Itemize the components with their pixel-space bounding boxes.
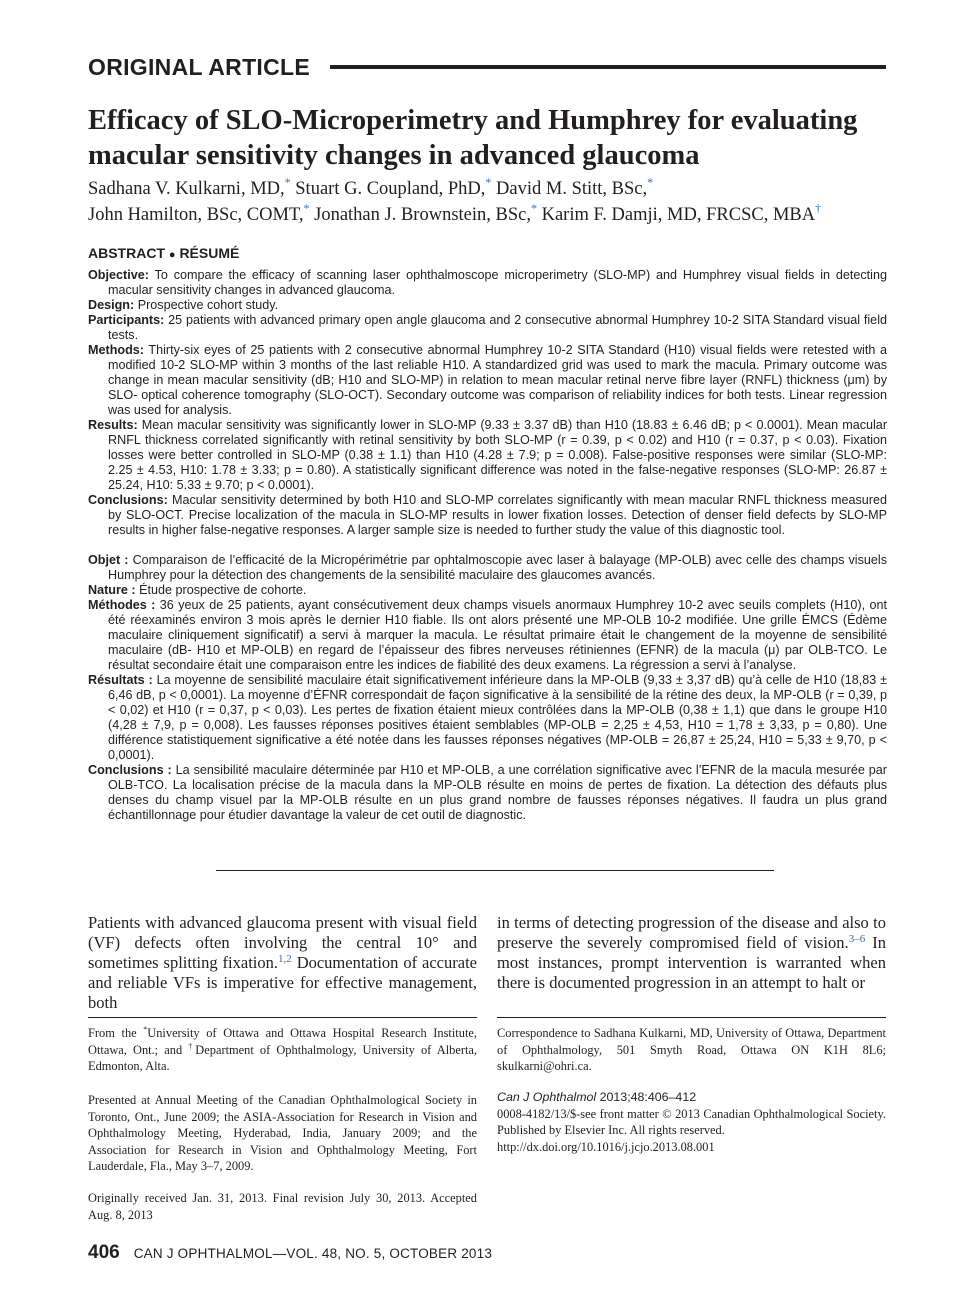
affiliation-mark[interactable]: * (284, 175, 291, 189)
body-text: Documentation of accurate and reliable VFs is imperative for effective management, both (88, 953, 477, 1012)
header-rule (330, 65, 886, 69)
section-text: 25 patients with advanced primary open angle glaucoma and 2 consecutive abnormal Humphrey 10-2 SITA Standard visual field tests. (108, 313, 887, 342)
article-type-header (88, 52, 886, 82)
section-text: Mean macular sensitivity was significantly lower in SLO-MP (9.33 ± 3.37 dB) than H10 (18.83 ± 6.46 dB; p < 0.0001). Mean macular RNFL thickness correlated significantly with retinal sensitivity by both SLO-MP (r = 0.39, p < 0.02) and H10 (r = 0.37, p < 0.03). Fixation losses were better controlled in SLO-MP (0.38 ± 1.1) than H10 (4.28 ± 7.9; p = 0.008). False-positive responses were similar (SLO-MP: 2.25 ± 4.53, H10: 1.78 ± 3.33; p = 0.80). A statistically significant difference was noted in the false-negative responses (SLO-MP: 26.87 ± 25.24, H10: 5.33 ± 9.70; p < 0.0001). (108, 418, 888, 492)
resume-section (88, 763, 887, 823)
section-label: Results: (88, 418, 138, 432)
abstract-heading-fr: RÉSUMÉ (179, 245, 240, 261)
correspondence-footnote (497, 1025, 886, 1075)
author-list (88, 176, 898, 228)
section-text: Étude prospective de cohorte. (139, 583, 307, 597)
correspondence-text: Correspondence to Sadhana Kulkarni, MD, University of Ottawa, Department of Ophthalmology, 501 Smyth Road, Ottawa ON K1H 8L6; skulkarni@ohri.ca. (497, 1026, 886, 1073)
affiliation-mark: * (143, 1025, 148, 1034)
section-text: 36 yeux de 25 patients, ayant consécutivement deux champs visuels anormaux Humphrey 10-2 avec seuils complets (H10), ont été réexaminés environ 3 mois après le dernier H10 fiable. Ils ont alors présenté une MP-OLB 10-2 modifiée. Une grille ÉMCS (Édème maculaire cliniquement significatif) a servi à marquer la macula. Le résultat primaire était le changement de la moyenne de sensibilité maculaire (dB- H10 et MP-OLB) en regard de l’épaisseur des fibres nerveuses rétiniennes (EFNR) de la macula (μ) par OLB-TCO. Le résultat secondaire était une comparaison entre les indices de fiabilité des deux examens. La régression a servi à l’analyse. (108, 598, 888, 672)
section-text: Thirty-six eyes of 25 patients with 2 consecutive abnormal Humphrey 10-2 SITA Standard (H10) visual fields were retested with a modified 10-2 SLO-MP within 3 months of the last reliable H10. A standardized grid was used to mark the macula. Primary outcome was change in mean macular sensitivity (dB; H10 and SLO-MP) in relation to mean macular retinal nerve fibre layer (RNFL) thickness (μm) by SLO- optical coherence tomography (SLO-OCT). Secondary outcome was comparison of reliability indices for both tests. Linear regression was used for analysis. (108, 343, 887, 417)
presented-footnote (88, 1092, 477, 1175)
section-label: Objet : (88, 553, 129, 567)
author-name: Stuart G. Coupland, PhD, (295, 179, 486, 199)
author-name: John Hamilton, BSc, COMT, (88, 205, 304, 225)
footnote-rule-left (88, 1017, 477, 1018)
section-label: Méthodes : (88, 598, 156, 612)
affiliation-mark[interactable]: * (647, 175, 654, 189)
article-type-label: ORIGINAL ARTICLE (88, 53, 311, 80)
author-name: Jonathan J. Brownstein, BSc, (314, 205, 531, 225)
citation-footnote (497, 1089, 886, 1155)
section-label: Conclusions: (88, 493, 168, 507)
section-text: Macular sensitivity determined by both H10 and SLO-MP correlates significantly with mean macular RNFL thickness measured by SLO-OCT. Precise localization of the macula in SLO-MP results in lower fixation losses. Detection of denser field defects by SLO-MP results in higher false-negative responses. A larger sample size is needed to further study the value of this diagnostic tool. (108, 493, 887, 537)
author-line-2 (88, 202, 898, 228)
body-text: in terms of detecting progression of the disease and also to preserve the severely compromised field of vision. (497, 913, 886, 952)
doi-link[interactable]: http://dx.doi.org/10.1016/j.jcjo.2013.08.001 (497, 1139, 715, 1154)
section-label: Methods: (88, 343, 144, 357)
journal-citation (497, 1089, 886, 1106)
resume-section (88, 553, 887, 583)
affiliation-mark[interactable]: * (530, 201, 537, 215)
affiliation-footnote (88, 1025, 477, 1075)
running-head: CAN J OPHTHALMOL—VOL. 48, NO. 5, OCTOBER 2013 (133, 1246, 493, 1261)
author-name: Sadhana V. Kulkarni, MD, (88, 179, 285, 199)
body-column-left (88, 913, 477, 1013)
affiliation-mark: † (188, 1041, 196, 1051)
journal-cite: 2013;48:406–412 (596, 1090, 697, 1104)
abstract-section (88, 343, 887, 418)
resume-section (88, 598, 887, 673)
page-footer (88, 1242, 492, 1264)
resume-section (88, 673, 887, 763)
author-line-1 (88, 176, 898, 202)
abstract-section (88, 493, 887, 538)
section-label: Design: (88, 298, 135, 312)
article-title: Efficacy of SLO-Microperimetry and Humphrey for evaluating macular sensitivity changes in advanced glaucoma (88, 105, 858, 171)
abstract-section (88, 298, 887, 313)
language-gap (88, 538, 887, 553)
section-label: Conclusions : (88, 763, 172, 777)
received-footnote (88, 1190, 477, 1223)
section-text: La moyenne de sensibilité maculaire était significativement inférieure dans la MP-OLB (9,33 ± 3,37 dB) qu’à celle de H10 (18,83 ± 6,46 dB, p < 0,0001). La moyenne d’ÉFNR correspondait de façon significative à la sensibilité de la rétine des deux, la MP-OLB (r = 0,39, p < 0,02) et H10 (r = 0,37, p < 0,03). Les pertes de fixation étaient mieux contrôlées dans la MP-OLB (0,38 ± 1,1) que dans le groupe H10 (4,28 ± 7,9, p = 0,008). Les fausses réponses positives étaient semblables (MP-OLB = 2,25 ± 4,53, H10 = 1,78 ± 3,33, p = 0,80). Une différence statistiquement significative a été notée dans les fausses réponses négatives (MP-OLB = 26,87 ± 25,24, H10 = 5,33 ± 9,70, p < 0,0001). (108, 673, 888, 762)
author-name: Karim F. Damji, MD, FRCSC, MBA (541, 205, 816, 225)
reference-link[interactable]: 3–6 (848, 933, 866, 945)
affiliation-text: Department of Ophthalmology, University of Alberta, Edmonton, Alta. (88, 1042, 477, 1073)
affiliation-mark[interactable]: * (303, 201, 310, 215)
resume-section (88, 583, 887, 598)
affiliation-mark[interactable]: † (815, 201, 822, 215)
reference-link[interactable]: 1,2 (278, 953, 292, 965)
body-column-right (497, 913, 886, 993)
section-text: To compare the efficacy of scanning laser ophthalmoscope microperimetry (SLO-MP) and Humphrey visual fields in detecting macular sensitivity changes in advanced glaucoma. (108, 268, 887, 297)
section-label: Résultats : (88, 673, 153, 687)
section-text: Comparaison de l’efficacité de la Micropérimétrie par ophtalmoscopie avec laser à balayage (MP-OLB) avec celle des champs visuels Humphrey pour la détection des changements de la sensibilité maculaire des glaucomes avancés. (108, 553, 888, 582)
presented-text: Presented at Annual Meeting of the Canadian Ophthalmological Society in Toronto, Ont., June 2009; the ASIA-Association for Research in Vision and Ophthalmology Meeting, Hyderabad, India, January 2009; and the Association for Research in Vision and Ophthalmology Meeting, Fort Lauderdale, Fla., May 3–7, 2009. (88, 1093, 477, 1173)
abstract-divider (216, 870, 774, 871)
abstract-section (88, 268, 887, 298)
abstract-section (88, 418, 887, 493)
section-text: Prospective cohort study. (137, 298, 279, 312)
page-number: 406 (88, 1242, 120, 1263)
received-text: Originally received Jan. 31, 2013. Final revision July 30, 2013. Accepted Aug. 8, 2013 (88, 1191, 477, 1222)
section-label: Participants: (88, 313, 165, 327)
section-text: La sensibilité maculaire déterminée par H10 et MP-OLB, a une corrélation significative avec l’EFNR de la macula mesurée par OLB-TCO. La localisation précise de la macula dans la MP-OLB résulte en moins de pertes de fixation. La détection des défauts plus denses du champ visuel par la MP-OLB résulte en un plus grand nombre de fausses réponses négatives. Il faudra un plus grand échantillonnage pour étudier davantage la valeur de cet outil de diagnostic. (108, 763, 887, 822)
copyright-text: 0008-4182/13/$-see front matter © 2013 Canadian Ophthalmological Society. Published by Elsevier Inc. All rights reserved. (497, 1106, 886, 1137)
abstract-heading (88, 245, 239, 261)
journal-name: Can J Ophthalmol (497, 1090, 597, 1104)
section-label: Objective: (88, 268, 149, 282)
author-name: David M. Stitt, BSc, (496, 179, 648, 199)
body-text: In most instances, prompt intervention is warranted when there is documented progression in an attempt to halt or (497, 933, 886, 992)
affiliation-text: From the (88, 1026, 144, 1040)
body-text: Patients with advanced glaucoma present with visual field (VF) defects often involving the central 10° and sometimes splitting fixation. (88, 913, 477, 972)
bullet-icon: ● (168, 249, 176, 261)
footnote-rule-right (497, 1017, 886, 1018)
abstract-section (88, 313, 887, 343)
section-label: Nature : (88, 583, 136, 597)
affiliation-text: University of Ottawa and Ottawa Hospital Research Institute, Ottawa, Ont.; and (88, 1026, 477, 1057)
abstract-body (88, 268, 887, 823)
affiliation-mark[interactable]: * (485, 175, 492, 189)
abstract-heading-en: ABSTRACT (88, 245, 165, 261)
